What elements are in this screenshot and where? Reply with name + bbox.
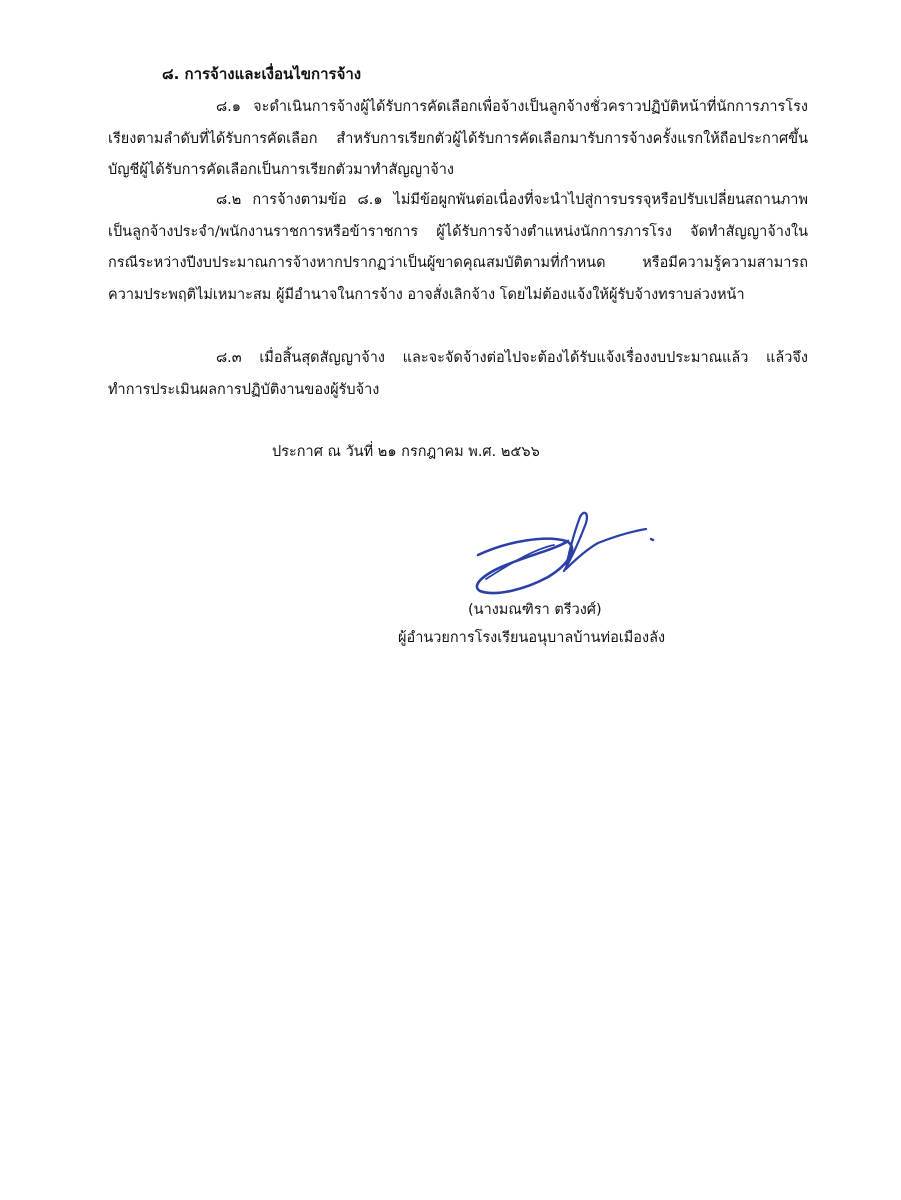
- announcement-date: ประกาศ ณ วันที่ ๒๑ กรกฎาคม พ.ศ. ๒๕๖๖: [272, 444, 540, 460]
- paragraph-8-1-text: ๘.๑ จะดำเนินการจ้างผู้ได้รับการคัดเลือกเพื่อจ้างเป็นลูกจ้างชั่วคราวปฏิบัติหน้าที่นักการภารโรง เรียงตามลำดับที่ได้รับการคัดเลือก สำหรับการเรียกตัวผู้ได้รับการคัดเลือกมารับการจ้างครั้งแรกให้ถือประกาศขึ้นบัญชีผู้ได้รับการคัดเลือกเป็นการเรียกตัวมาทำสัญญาจ้าง: [108, 99, 808, 178]
- paragraph-8-3: [108, 343, 808, 406]
- paragraph-8-2-text: ๘.๒ การจ้างตามข้อ ๘.๑ ไม่มีข้อผูกพันต่อเนื่องที่จะนำไปสู่การบรรจุหรือปรับเปลี่ยนสถานภาพเป็นลูกจ้างประจำ/พนักงานราชการหรือข้าราชการ ผู้ได้รับการจ้างตำแหน่งนักการภารโรง จัดทำสัญญาจ้างในกรณีระหว่างปีงบประมาณการจ้างหากปรากฏว่าเป็นผู้ขาดคุณสมบัติตามที่กำหนด หรือมีความรู้ความสามารถความประพฤติไม่เหมาะสม ผู้มีอำนาจในการจ้าง อาจสั่งเลิกจ้าง โดยไม่ต้องแจ้งให้ผู้รับจ้างทราบล่วงหน้า: [108, 192, 808, 303]
- paragraph-8-2: [108, 185, 808, 311]
- section-heading: ๘. การจ้างและเงื่อนไขการจ้าง: [162, 65, 362, 83]
- signer-name: (นางมณฑิรา ตรีวงศ์): [468, 602, 602, 618]
- handwritten-signature: [468, 505, 668, 600]
- signer-title: ผู้อำนวยการโรงเรียนอนุบาลบ้านท่อเมืองลัง: [398, 630, 666, 646]
- paragraph-8-3-text: ๘.๓ เมื่อสิ้นสุดสัญญาจ้าง และจะจัดจ้างต่อไปจะต้องได้รับแจ้งเรื่องงบประมาณแล้ว แล้วจึงทำการประเมินผลการปฏิบัติงานของผู้รับจ้าง: [108, 350, 808, 398]
- paragraph-8-1: [108, 92, 808, 187]
